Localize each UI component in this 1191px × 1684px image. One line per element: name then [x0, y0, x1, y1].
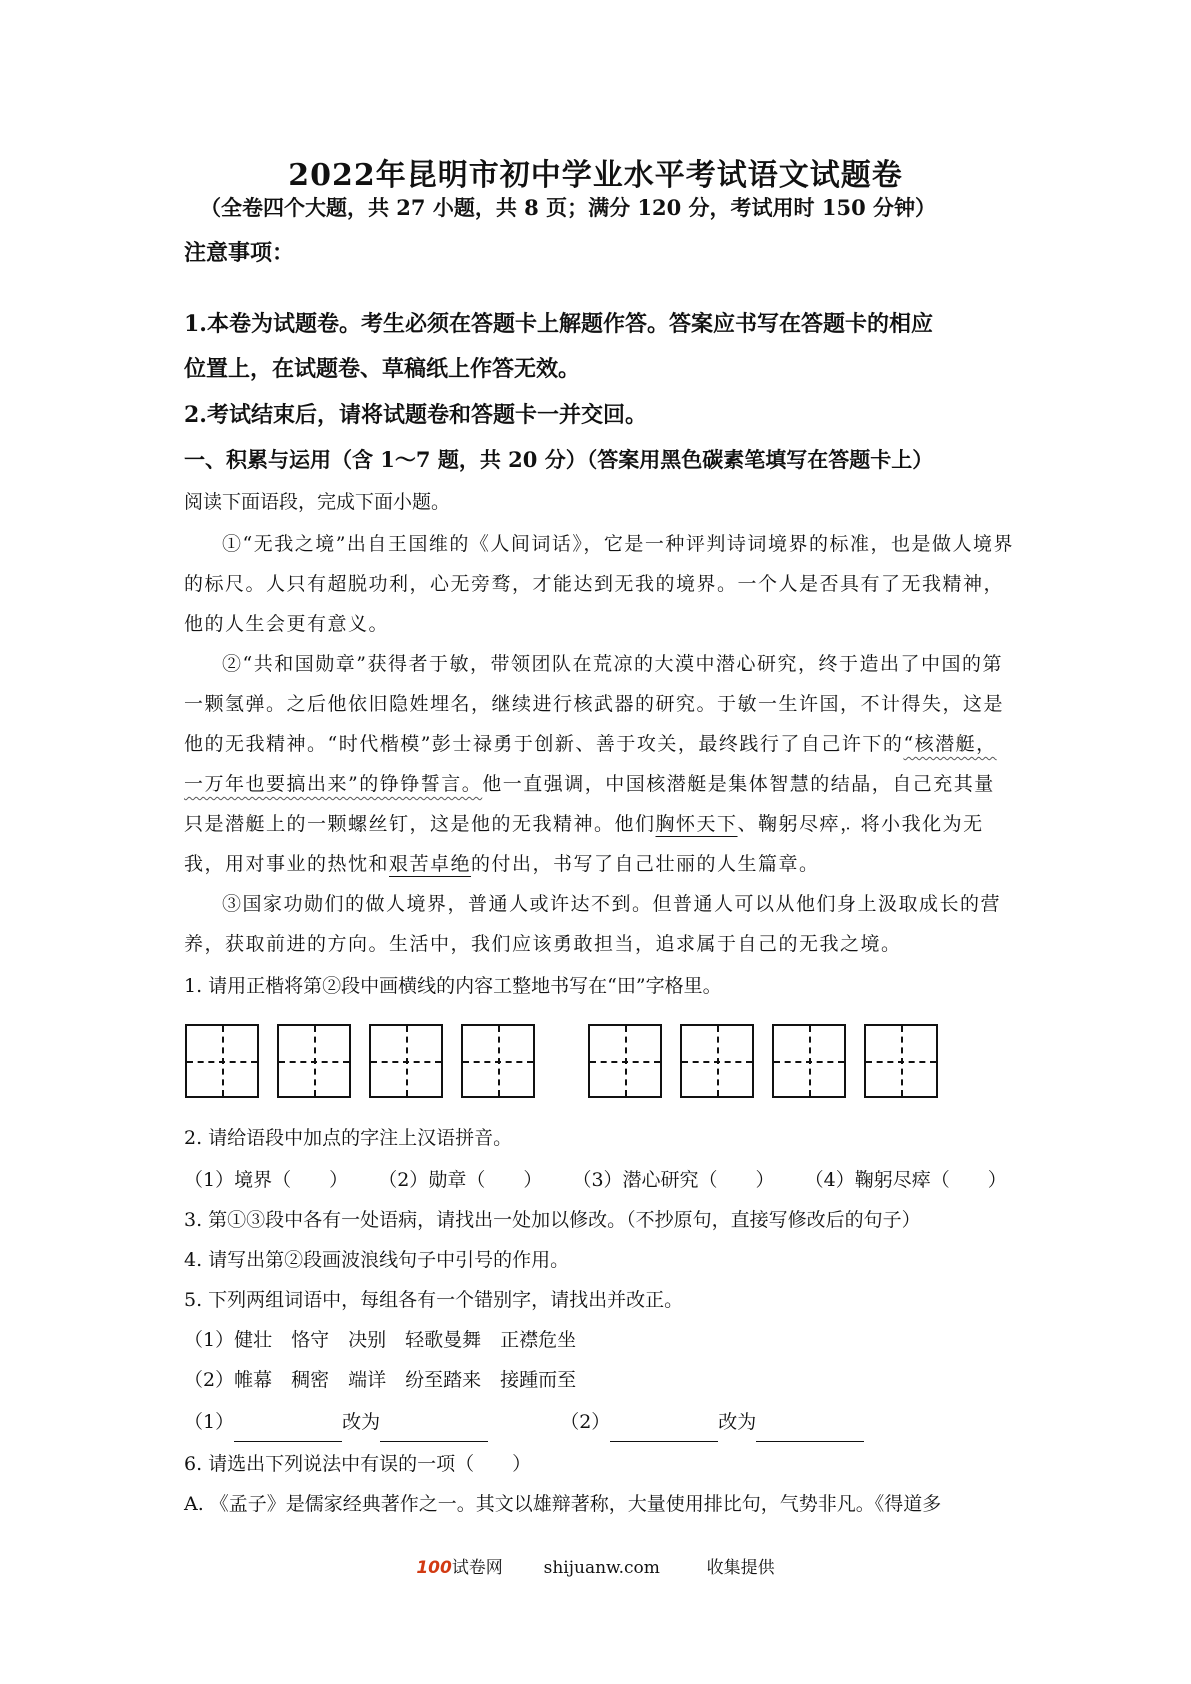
question-5: 5. 下列两组词语中，每组各有一个错别字，请找出并改正。: [184, 1289, 684, 1311]
answer-blank[interactable]: [610, 1419, 718, 1442]
footer: [0, 1553, 1191, 1578]
site-logo: 100: [416, 1558, 452, 1578]
tianzige-cell[interactable]: [588, 1024, 662, 1098]
tianzige-cell[interactable]: [772, 1024, 846, 1098]
footer-site[interactable]: shijuanw.com: [543, 1558, 660, 1578]
paragraph-1: ①“无我之境”出自王国维的《人间词话》，它是一种评判诗词境 ·界的标准，也是做人境界的标尺。人只有超脱功利，心无旁骛，才能达到无我的境界。一个人是否具有了无我精神，他的人生会更有意义。: [184, 524, 1014, 644]
section-1-heading: 一、积累与运用（含 1～7 题，共 20 分）（答案用黑色碳素笔填写在答题卡上）: [184, 447, 934, 472]
question-5-group-2: （2）帷幕 稠密 端详 纷至踏来 接踵而至: [184, 1369, 577, 1391]
question-6-option-a: A. 《孟子》是儒家经典著作之一。其文以雄辩著称，大量使用排比句，气势非凡。《得道多: [184, 1493, 942, 1515]
tianzige-cell[interactable]: [185, 1024, 259, 1098]
footer-text: 收集提供: [706, 1558, 775, 1578]
note-1-line-1: 1.本卷为试题卷。考生必须在答题卡上解题作答。答案应书写在答题卡的相应: [184, 311, 933, 337]
question-5-group-1: （1）健壮 恪守 决别 轻歌曼舞 正襟危坐: [184, 1329, 577, 1351]
question-6: 6. 请选出下列说法中有误的一项（ ）: [184, 1453, 532, 1475]
answer-blank[interactable]: [380, 1419, 488, 1442]
answer-blank[interactable]: [234, 1419, 342, 1442]
tianzige-cell[interactable]: [680, 1024, 754, 1098]
note-1-line-2: 位置上，在试题卷、草稿纸上作答无效。: [184, 356, 581, 382]
tianzige-cell[interactable]: [369, 1024, 443, 1098]
tianzige-cell[interactable]: [277, 1024, 351, 1098]
question-2: 2. 请给语段中加点的字注上汉语拼音。: [184, 1127, 513, 1149]
notes-heading: 注意事项：: [184, 240, 295, 266]
wavy-underlined-sentence: “核潜艇，一万年也要搞出来”的铮铮誓言。: [184, 733, 997, 795]
answer-blank[interactable]: [756, 1419, 864, 1442]
question-3: 3. 第①③段中各有一处语病，请找出一处加以修改。（不抄原句，直接写修改后的句子）: [184, 1209, 921, 1231]
page-title: 2022年昆明市初中学业水平考试语文试题卷: [288, 158, 903, 193]
question-1: 1. 请用正楷将第②段中画横线的内容工整地书写在“田”字格里。: [184, 975, 722, 997]
question-2-options: （1）境 ·界（ ） （2）勋 ·章（ ） （3）潜 ·心研究（ ） （4）鞠躬尽瘁 ·（ ）: [184, 1160, 1024, 1200]
tianzige-cell[interactable]: [864, 1024, 938, 1098]
exam-info: （全卷四个大题，共 27 小题，共 8 页；满分 120 分，考试用时 150 分钟）: [200, 195, 936, 220]
paragraph-2: ②“共和国勋 ·章”获得者于敏，带领团队在荒凉的大漠中潜 ·心研究，终于造出了中国的第一颗氢弹。之后他依旧隐姓埋名，继续进行核武器的研究。于敏一生许国，不计得失，这是他的无我精神。“时代楷模”彭士禄勇于创新、善于攻关，最终践行了自己许下的“核潜艇，一万年也要搞出来”的铮铮誓言。他一直强调，中国核潜艇是集体智慧的结晶，自己充其量只是潜艇上的一颗螺丝钉，这是他的无我精神。他们胸怀天下、鞠躬尽瘁 ·，将小我化为无我，用对事业的热忱和艰苦卓绝的付出，书写了自己壮丽的人生篇章。: [184, 644, 1014, 884]
reading-instruction: 阅读下面语段，完成下面小题。: [184, 491, 451, 513]
question-4: 4. 请写出第②段画波浪线句子中引号的作用。: [184, 1249, 570, 1271]
question-5-answer-blanks: （1） 改为 （2） 改为: [184, 1402, 864, 1442]
footer-brand: 试卷网: [451, 1558, 503, 1578]
note-2: 2.考试结束后，请将试题卷和答题卡一并交回。: [184, 402, 647, 428]
paragraph-3: ③国家功勋们的做人境界，普通人或许达不到。但普通人可以从他们身上汲取成长的营养，获取前进的方向。生活中，我们应该勇敢担当，追求属于自己的无我之境。: [184, 893, 1002, 955]
tianzige-cell[interactable]: [461, 1024, 535, 1098]
